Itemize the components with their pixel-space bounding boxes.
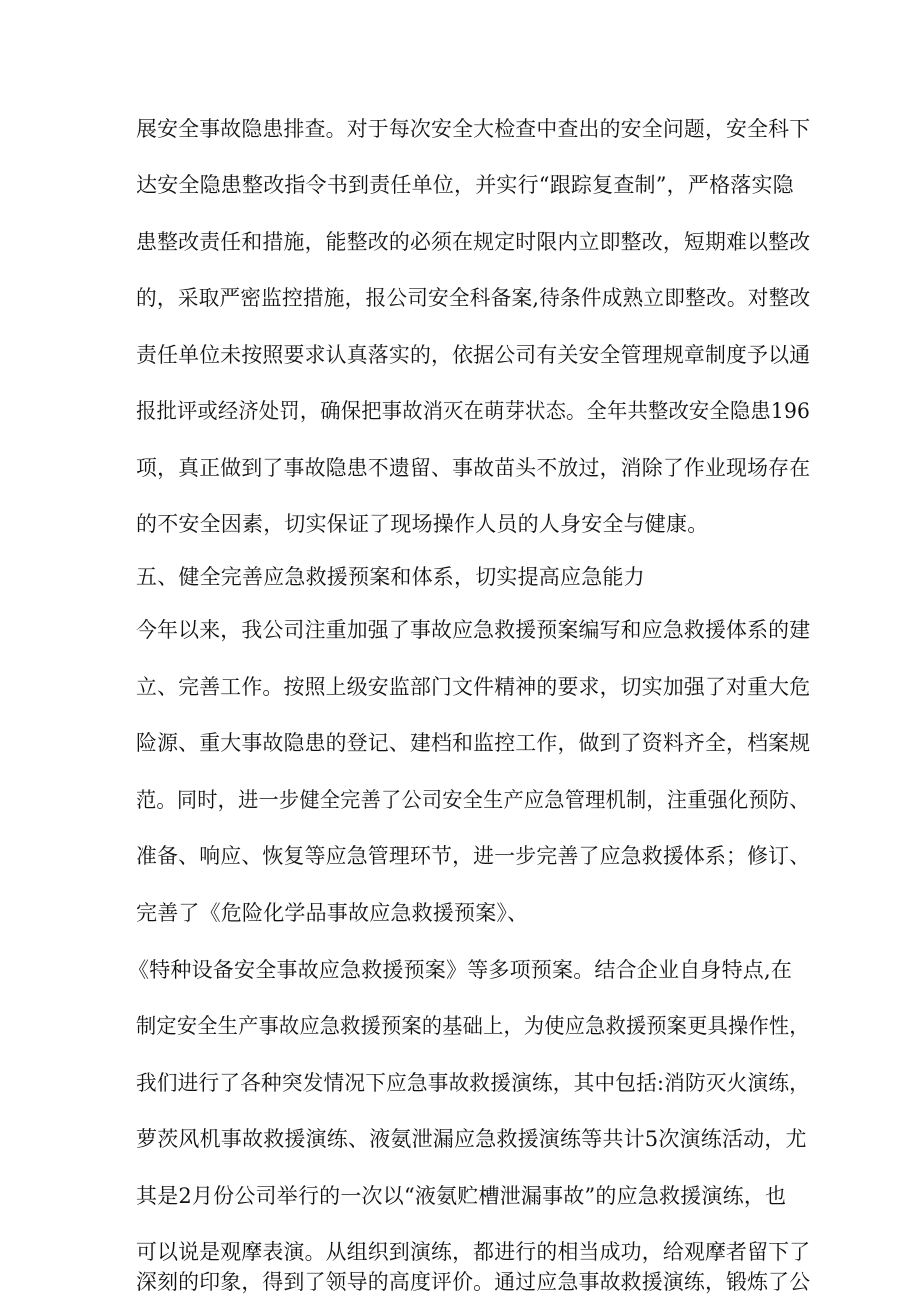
text-line: 完善了《危险化学品事故应急救援预案》、 bbox=[136, 901, 529, 925]
text-line: 深刻的印象，得到了领导的高度评价。通过应急事故救援演练，锻炼了公 bbox=[136, 1270, 811, 1294]
text-line: 达安全隐患整改指令书到责任单位，并实行“跟踪复查制”，严格落实隐 bbox=[136, 173, 794, 197]
text-line: 准备、响应、恢复等应急管理环节，进一步完善了应急救援体系；修订、 bbox=[136, 844, 811, 868]
text-line: 报批评或经济处罚，确保把事故消灭在萌芽状态。全年共整改安全隐患196 bbox=[136, 399, 811, 423]
text-line: 萝茨风机事故救援演练、液氨泄漏应急救援演练等共计5次演练活动，尤 bbox=[136, 1127, 807, 1151]
text-line: 立、完善工作。按照上级安监部门文件精神的要求，切实加强了对重大危 bbox=[136, 675, 811, 699]
text-line: 的，采取严密监控措施，报公司安全科备案,待条件成熟立即整改。对整改 bbox=[136, 286, 811, 310]
text-line: 展安全事故隐患排查。对于每次安全大检查中查出的安全问题，安全科下 bbox=[136, 117, 811, 141]
text-line: 患整改责任和措施，能整改的必须在规定时限内立即整改，短期难以整改 bbox=[136, 230, 811, 254]
text-line: 责任单位未按照要求认真落实的，依据公司有关安全管理规章制度予以通 bbox=[136, 343, 811, 367]
text-line: 项，真正做到了事故隐患不遗留、事故苗头不放过，消除了作业现场存在 bbox=[136, 456, 811, 480]
text-line: 我们进行了各种突发情况下应急事故救援演练，其中包括:消防灭火演练， bbox=[136, 1071, 811, 1095]
text-line: 险源、重大事故隐患的登记、建档和监控工作，做到了资料齐全，档案规 bbox=[136, 731, 811, 755]
text-line: 的不安全因素，切实保证了现场操作人员的人身安全与健康。 bbox=[136, 512, 709, 536]
text-line: 范。同时，进一步健全完善了公司安全生产应急管理机制，注重强化预防、 bbox=[136, 788, 810, 812]
text-line: 制定安全生产事故应急救援预案的基础上，为使应急救援预案更具操作性， bbox=[136, 1014, 810, 1038]
text-line: 今年以来，我公司注重加强了事故应急救援预案编写和应急救援体系的建 bbox=[136, 618, 811, 642]
text-line: 其是2月份公司举行的一次以“液氨贮槽泄漏事故”的应急救援演练，也 bbox=[136, 1184, 787, 1208]
section-heading: 五、健全完善应急救援预案和体系，切实提高应急能力 bbox=[136, 565, 645, 589]
text-line: 《特种设备安全事故应急救援预案》等多项预案。结合企业自身特点,在 bbox=[128, 958, 793, 982]
text-line: 可以说是观摩表演。从组织到演练，都进行的相当成功，给观摩者留下了 bbox=[136, 1240, 811, 1264]
